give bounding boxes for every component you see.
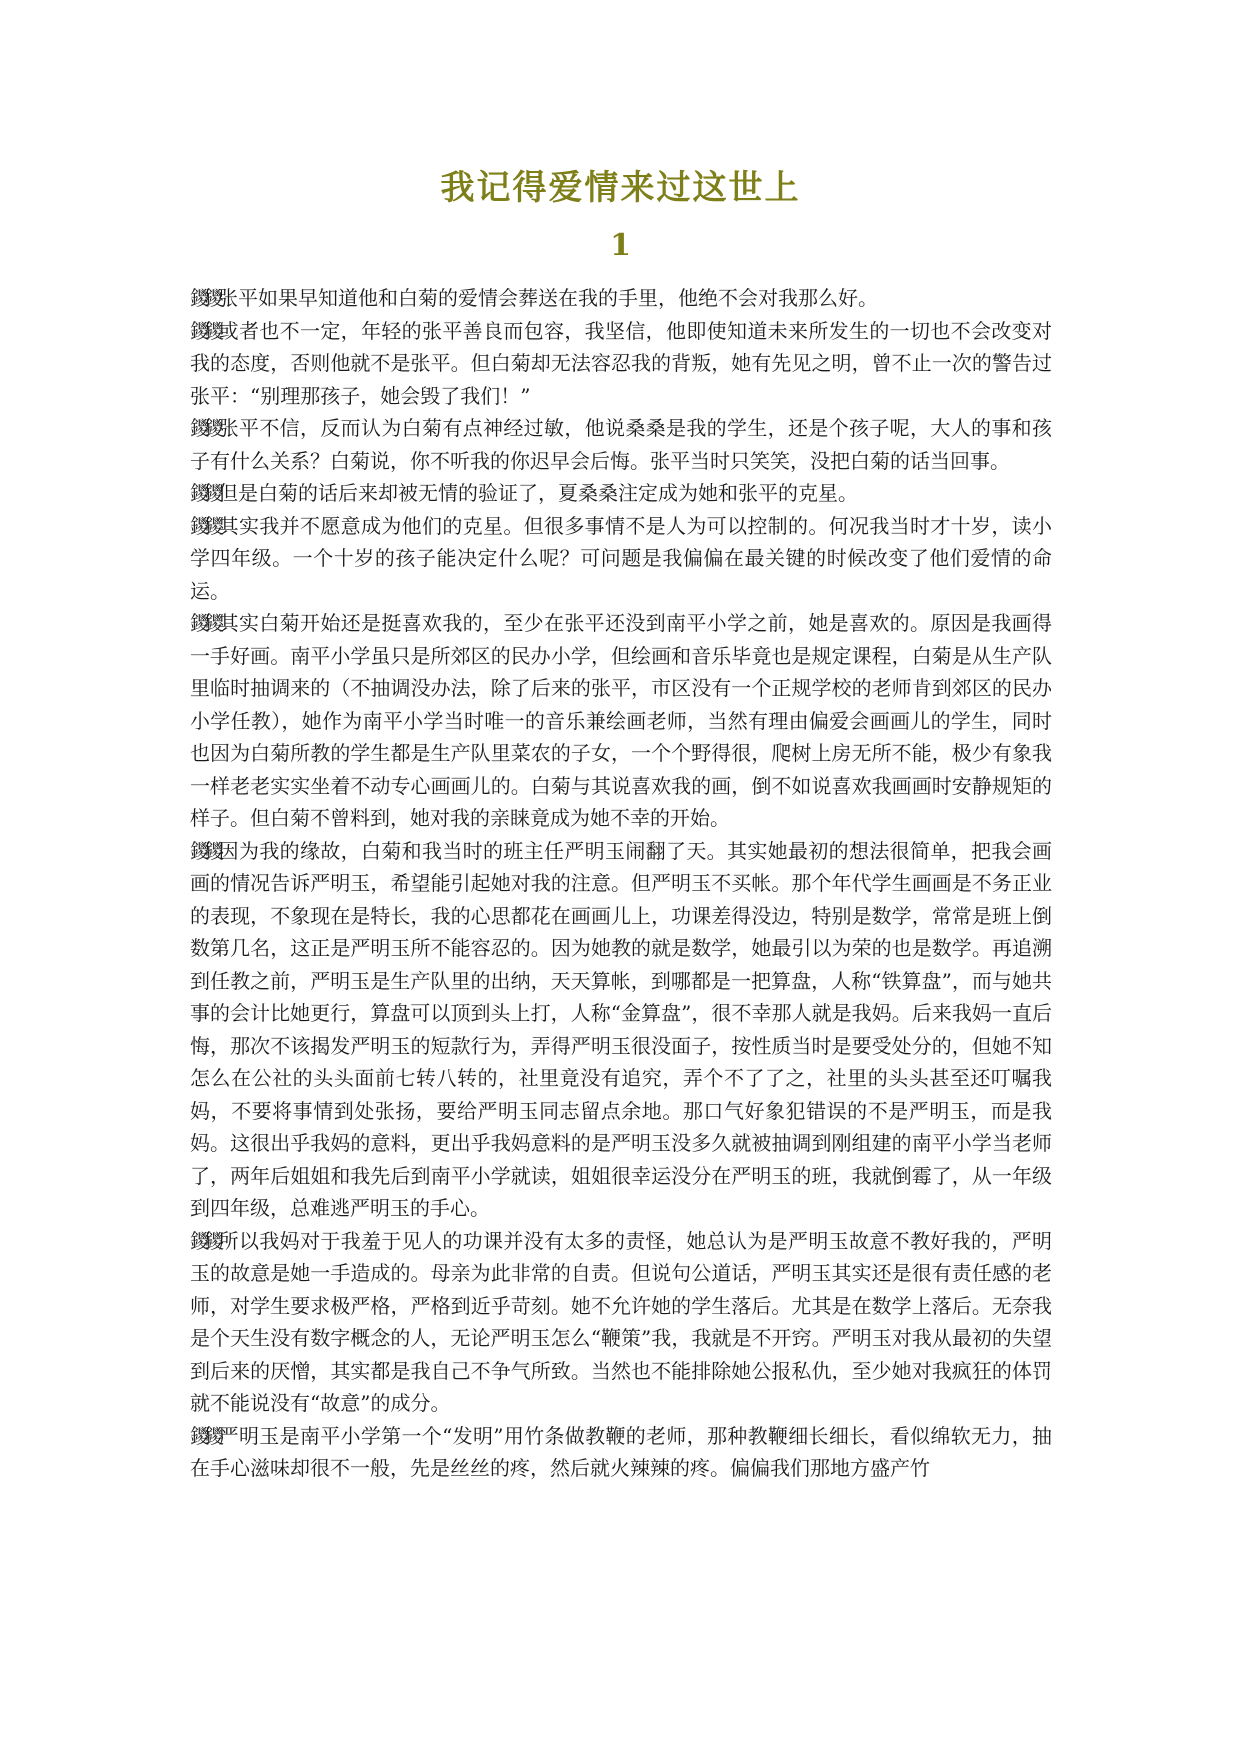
paragraph — [190, 282, 1052, 315]
paragraph-text: 其实我并不愿意成为他们的克星。但很多事情不是人为可以控制的。何况我当时才十岁，读小学四年级。一个十岁的孩子能决定什么呢？可问题是我偏偏在最关键的时候改变了他们爱情的命运。 — [190, 513, 1053, 603]
paragraph-text: 张平如果早知道他和白菊的爱情会葬送在我的手里，他绝不会对我那么好。 — [218, 286, 878, 310]
paragraph-marker: 鑁鑁 — [190, 481, 218, 505]
paragraph-text: 严明玉是南平小学第一个“发明”用竹条做教鞭的老师，那种教鞭细长细长，看似绵软无力，抽在手心滋味却很不一般，先是丝丝的疼，然后就火辣辣的疼。偏偏我们那地方盛产竹 — [190, 1423, 1053, 1480]
chapter-number: 1 — [610, 228, 631, 263]
paragraph — [190, 1225, 1052, 1420]
paragraph-text: 但是白菊的话后来却被无情的验证了，夏桑桑注定成为她和张平的克星。 — [218, 481, 858, 505]
paragraph-marker: 鑁鑁 — [190, 838, 219, 863]
paragraph — [190, 1420, 1052, 1485]
document-body — [190, 282, 1052, 1485]
paragraph — [190, 412, 1052, 477]
paragraph — [190, 477, 1052, 510]
paragraph-text: 因为我的缘故，白菊和我当时的班主任严明玉闹翻了天。其实她最初的想法很简单，把我会画画的情况告诉严明玉，希望能引起她对我的注意。但严明玉不买帐。那个年代学生画画是不务正业的表现，不象现在是特长，我的心思都花在画画儿上，功课差得没边，特别是数学，常常是班上倒数第几名，这正是严明玉所不能容忍的。因为她教的就是数学，她最引以为荣的也是数学。再追溯到任教之前，严明玉是生产队里的出纳，天天算帐，到哪都是一把算盘，人称“铁算盘”，而与她共事的会计比她更行，算盘可以顶到头上打，人称“金算盘”，很不幸那人就是我妈。后来我妈一直后悔，那次不该揭发严明玉的短款行为，弄得严明玉很没面子，按性质当时是要受处分的，但她不知怎么在公社的头头面前七转八转的，社里竟没有追究，弄个不了了之，社里的头头甚至还叮嘱我妈，不要将事情到处张扬，要给严明玉同志留点余地。那口气好象犯错误的不是严明玉，而是我妈。这很出乎我妈的意料，更出乎我妈意料的是严明玉没多久就被抽调到刚组建的南平小学当老师了，两年后姐姐和我先后到南平小学就读，姐姐很幸运没分在严明玉的班，我就倒霉了，从一年级到四年级，总难逃严明玉的手心。 — [190, 838, 1053, 1220]
paragraph-text: 其实白菊开始还是挺喜欢我的，至少在张平还没到南平小学之前，她是喜欢的。原因是我画得一手好画。南平小学虽只是所郊区的民办小学，但绘画和音乐毕竟也是规定课程，白菊是从生产队里临时抽调来的（不抽调没办法，除了后来的张平，市区没有一个正规学校的老师肯到郊区的民办小学任教），她作为南平小学当时唯一的音乐兼绘画老师，当然有理由偏爱会画画儿的学生，同时也因为白菊所教的学生都是生产队里菜农的子女，一个个野得很，爬树上房无所不能，极少有象我一样老老实实坐着不动专心画画儿的。白菊与其说喜欢我的画，倒不如说喜欢我画画时安静规矩的样子。但白菊不曾料到，她对我的亲睐竟成为她不幸的开始。 — [190, 611, 1053, 830]
paragraph-text: 所以我妈对于我羞于见人的功课并没有太多的责怪，她总认为是严明玉故意不教好我的，严明玉的故意是她一手造成的。母亲为此非常的自责。但说句公道话，严明玉其实还是很有责任感的老师，对学生要求极严格，严格到近乎苛刻。她不允许她的学生落后。尤其是在数学上落后。无奈我是个天生没有数字概念的人，无论严明玉怎么“鞭策”我，我就是不开窍。严明玉对我从最初的失望到后来的厌憎，其实都是我自己不争气所致。当然也不能排除她公报私仇，至少她对我疯狂的体罚就不能说没有“故意”的成分。 — [190, 1228, 1053, 1415]
paragraph — [190, 315, 1052, 413]
paragraph-marker: 鑁鑁 — [190, 416, 219, 440]
document-title: 我记得爱情来过这世上 — [440, 168, 801, 208]
paragraph-marker: 鑁鑁 — [190, 286, 218, 310]
paragraph — [190, 510, 1052, 608]
paragraph — [190, 835, 1052, 1225]
paragraph-marker: 鑁鑁 — [190, 318, 219, 343]
paragraph-marker: 鑁鑁 — [190, 1423, 219, 1448]
paragraph-marker: 鑁鑁 — [190, 1228, 219, 1253]
paragraph — [190, 607, 1052, 835]
paragraph-marker: 鑁鑁 — [190, 513, 219, 538]
paragraph-text: 张平不信，反而认为白菊有点神经过敏，他说桑桑是我的学生，还是个孩子呢，大人的事和孩子有什么关系？白菊说，你不听我的你迟早会后悔。张平当时只笑笑，没把白菊的话当回事。 — [190, 416, 1053, 473]
paragraph-text: 或者也不一定，年轻的张平善良而包容，我坚信，他即使知道未来所发生的一切也不会改变对我的态度，否则他就不是张平。但白菊却无法容忍我的背叛，她有先见之明，曾不止一次的警告过张平：“别理那孩子，她会毁了我们！” — [190, 318, 1053, 408]
paragraph-marker: 鑁鑁 — [190, 611, 219, 635]
